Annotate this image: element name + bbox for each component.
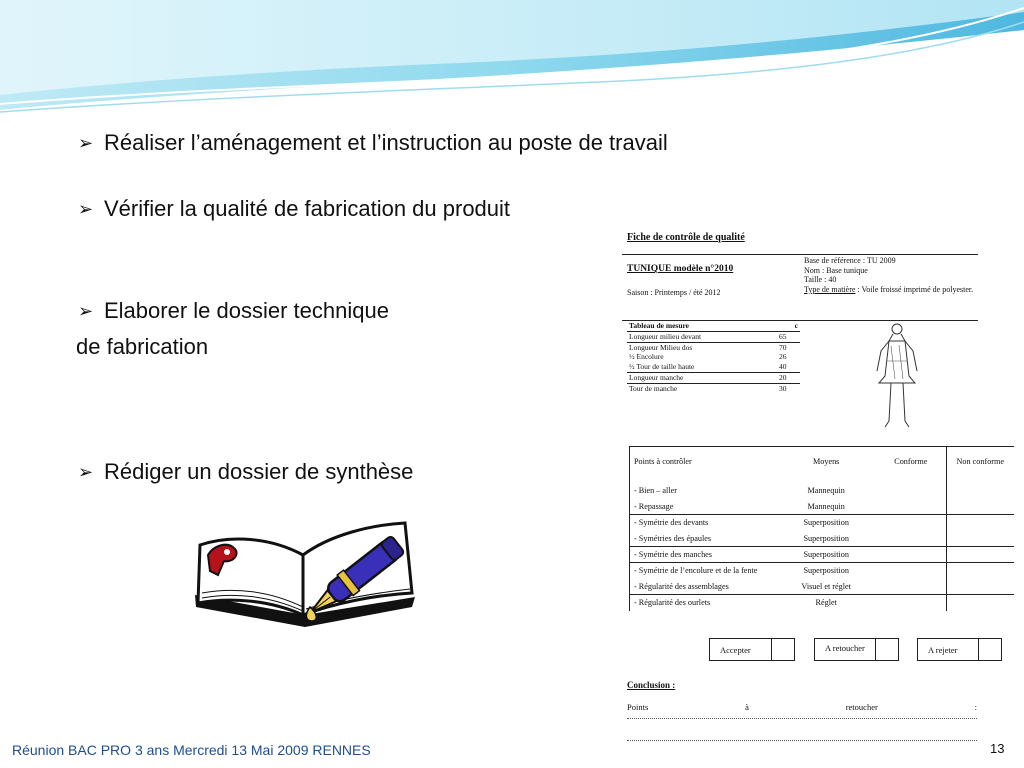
arrow-bullet-icon: ➢	[78, 301, 94, 321]
header-means: Moyens	[776, 447, 876, 483]
conform-cell[interactable]	[876, 547, 946, 563]
bullet-synthesis-file	[78, 459, 413, 485]
arrow-bullet-icon: ➢	[78, 133, 94, 153]
check-means: Mannequin	[807, 501, 845, 511]
table-row	[630, 563, 1015, 579]
conform-cell[interactable]	[876, 499, 946, 515]
reject-checkbox[interactable]	[979, 639, 1001, 660]
conclusion-line	[627, 702, 977, 712]
nonconform-cell[interactable]	[946, 563, 1014, 579]
measure-header: Tableau de mesure	[627, 321, 767, 331]
check-means: Superposition	[776, 563, 876, 579]
decision-retouch-label: A retoucher	[815, 639, 876, 660]
check-point: - Symétrie de l’encolure et de la fente	[630, 563, 777, 579]
nonconform-cell[interactable]	[946, 483, 1014, 499]
measure-label: Longueur manche	[627, 372, 767, 383]
header-points: Points à contrôler	[630, 447, 777, 483]
quality-form-header	[622, 226, 978, 426]
bullet-verify-quality	[78, 196, 510, 222]
nonconform-cell[interactable]	[946, 579, 1014, 595]
garment-figure-sketch	[867, 321, 927, 431]
table-row	[630, 579, 1015, 595]
table-row	[630, 531, 1015, 547]
check-means: Superposition	[776, 547, 876, 563]
measure-label: ½ Tour de taille haute	[627, 362, 767, 372]
table-row	[630, 483, 1015, 499]
measure-value: 26	[779, 352, 787, 362]
check-point: - Symétrie des devants	[630, 515, 777, 531]
decision-accept-label: Accepter	[710, 639, 772, 660]
measure-value: 40	[767, 362, 800, 372]
measure-label: Longueur Milieu dos	[629, 342, 693, 352]
conclusion-word: retoucher	[845, 702, 878, 712]
header-nonconform: Non conforme	[946, 447, 1014, 483]
check-means: Superposition	[776, 515, 876, 531]
reference-block	[804, 256, 976, 294]
decision-accept	[709, 638, 795, 661]
conform-cell[interactable]	[876, 483, 946, 499]
conclusion-word: Points	[627, 702, 649, 712]
material-label: Type de matière	[804, 284, 856, 294]
dotted-line	[627, 740, 977, 741]
reference-base: Base de référence : TU 2009	[804, 256, 896, 265]
conclusion-title: Conclusion :	[627, 680, 676, 690]
conform-cell[interactable]	[876, 595, 946, 611]
conform-cell[interactable]	[876, 531, 946, 547]
nonconform-cell[interactable]	[946, 515, 1014, 531]
check-means: Réglet	[776, 595, 876, 611]
measure-label: Tour de manche	[629, 383, 678, 393]
table-row	[630, 515, 1015, 531]
check-means: Visuel et réglet	[801, 581, 851, 591]
arrow-bullet-icon: ➢	[78, 462, 94, 482]
measure-value: 70	[779, 342, 787, 352]
quality-checklist	[629, 446, 1014, 611]
measure-value: 20	[767, 372, 800, 383]
bullet-text: Elaborer le dossier technique	[104, 298, 389, 323]
check-point: - Symétries des épaules	[630, 531, 777, 547]
arrow-bullet-icon: ➢	[78, 199, 94, 219]
reference-name: Nom : Base tunique	[804, 265, 868, 275]
measure-value: 30	[779, 383, 787, 393]
bullet-technical-file-continued: de fabrication	[76, 334, 209, 359]
reference-material	[804, 285, 976, 295]
table-row	[630, 595, 1015, 611]
conclusion-word: à	[745, 702, 749, 712]
check-point: - Régularité des assemblages	[630, 579, 777, 595]
nonconform-cell[interactable]	[946, 595, 1014, 611]
dotted-line	[627, 718, 977, 719]
conform-cell[interactable]	[876, 579, 946, 595]
page-number: 13	[990, 741, 1005, 756]
decision-retouch	[814, 638, 899, 661]
check-point: - Bien – aller	[630, 483, 777, 499]
check-means: Superposition	[803, 533, 849, 543]
check-point: - Repassage	[630, 499, 777, 515]
conclusion-word: :	[974, 702, 977, 712]
conform-cell[interactable]	[876, 515, 946, 531]
header-conform: Conforme	[876, 447, 946, 483]
checklist-table	[629, 446, 1014, 611]
measure-label: Longueur milieu devant	[627, 331, 767, 342]
nonconform-cell[interactable]	[946, 531, 1014, 547]
check-point: - Symétrie des manches	[630, 547, 777, 563]
bullet-text: Réaliser l’aménagement et l’instruction au poste de travail	[104, 130, 668, 155]
measure-unit: c	[767, 321, 800, 331]
check-point: - Régularité des ourlets	[630, 595, 777, 611]
nonconform-cell[interactable]	[946, 547, 1014, 563]
reference-size: Taille : 40	[804, 275, 837, 284]
bullet-text: Vérifier la qualité de fabrication du produit	[104, 196, 511, 221]
season-label: Saison : Printemps / été 2012	[627, 288, 721, 297]
decision-reject	[917, 638, 1002, 661]
conform-cell[interactable]	[876, 563, 946, 579]
decision-reject-label: A rejeter	[918, 639, 979, 660]
nonconform-cell[interactable]	[946, 499, 1014, 515]
divider	[622, 254, 978, 255]
bullet-arrange-workstation	[78, 130, 668, 156]
measurement-table	[627, 321, 800, 394]
measure-value: 65	[767, 331, 800, 342]
table-row	[630, 547, 1015, 563]
bullet-text: Rédiger un dossier de synthèse	[104, 459, 414, 484]
header-wave-decoration	[0, 0, 1024, 120]
check-means: Mannequin	[807, 486, 845, 495]
footer-meeting-label: Réunion BAC PRO 3 ans Mercredi 13 Mai 2009 RENNES	[12, 742, 371, 758]
table-row	[630, 499, 1015, 515]
model-title: TUNIQUE modèle n°2010	[627, 264, 734, 274]
book-pen-clipart	[190, 515, 420, 630]
bullet-technical-file	[78, 298, 389, 324]
material-value: : Voile froissé imprimé de polyester.	[855, 284, 974, 294]
retouch-checkbox[interactable]	[876, 639, 898, 660]
measure-label: ½ Encolure	[629, 352, 664, 362]
accept-checkbox[interactable]	[772, 639, 794, 660]
form-title: Fiche de contrôle de qualité	[627, 232, 745, 243]
